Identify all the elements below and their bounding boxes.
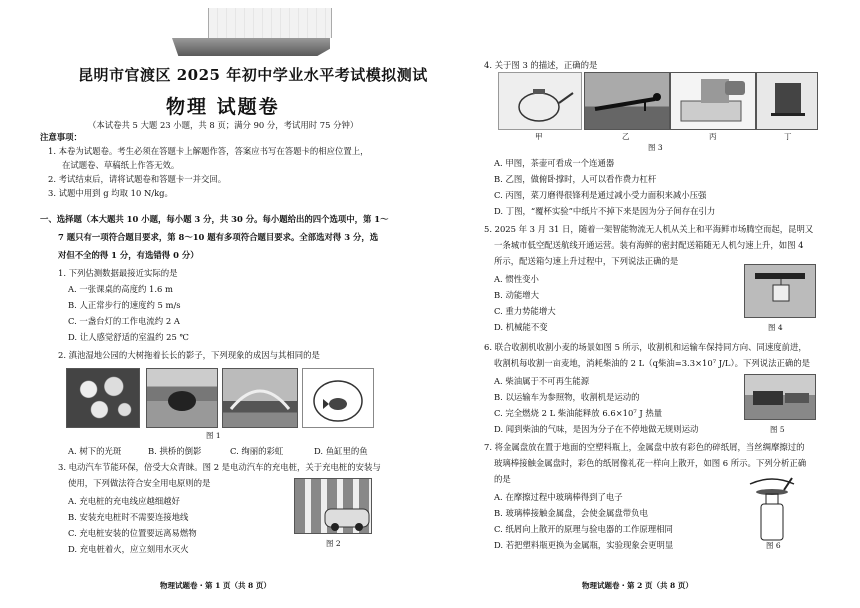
fig6-bottle-diagram-icon <box>744 474 800 544</box>
harvester-icon <box>745 375 815 419</box>
q3-option-b: B. 安装充电桩时不需要连接地线 <box>68 512 189 522</box>
fig5-harvester-image <box>744 374 816 420</box>
fig5-caption: 图 5 <box>770 425 785 434</box>
notice-2: 2. 考试结束后，请将试题卷和答题卡一并交回。 <box>48 174 227 184</box>
q2-option-d: D. 鱼缸里的鱼 <box>314 446 368 456</box>
q1-option-b: B. 人正常步行的速度约 5 m/s <box>68 300 181 310</box>
page-2-footer: 物理试题卷・第 2 页（共 8 页） <box>582 581 693 590</box>
q4-stem: 4. 关于图 3 的描述，正确的是 <box>484 60 598 70</box>
teapot-icon <box>499 73 581 129</box>
q5-option-c: C. 重力势能增大 <box>494 306 556 316</box>
q4-option-b: B. 乙图，做俯卧撑时，人可以看作费力杠杆 <box>494 174 657 184</box>
q2-stem: 2. 滇池湿地公园的大树拖着长长的影子，下列现象的成因与其相同的是 <box>58 350 320 360</box>
fig3-cup-image <box>756 72 818 130</box>
exam-title: 昆明市官渡区 2025 年初中学业水平考试模拟测试 <box>78 66 428 84</box>
car-icon <box>295 479 371 533</box>
notice-1b: 在试题卷、草稿纸上作答无效。 <box>62 160 180 170</box>
exam-info: （本试卷共 5 大题 23 小题，共 8 页；满分 90 分，考试用时 75 分钟） <box>88 120 359 130</box>
fig3-teapot-image <box>498 72 582 130</box>
pushup-person-icon <box>585 73 669 129</box>
q6-option-a: A. 柴油属于不可再生能源 <box>494 376 590 386</box>
knife-icon <box>671 73 755 129</box>
q7-stem-a: 7. 将金属盘放在置于地面的空塑料瓶上，金属盘中放有彩色的碎纸屑，当丝绸摩擦过的 <box>484 442 805 452</box>
drone-icon <box>745 265 815 317</box>
q1-option-a: A. 一张课桌的高度约 1.6 m <box>68 284 173 294</box>
fig2-caption: 图 2 <box>326 539 341 548</box>
q1-stem: 1. 下列估测数据最接近实际的是 <box>58 268 178 278</box>
fig3-label-c: 丙 <box>709 132 717 141</box>
section-1-header-a: 一、选择题（本大题共 10 小题，每小题 3 分，共 30 分。每小题给出的四个选项中，第 1～ <box>40 214 389 224</box>
inverted-cup-icon <box>757 73 817 129</box>
fig2-charging-pile-image <box>294 478 372 534</box>
fishbowl-icon <box>303 369 373 427</box>
fig3-caption: 图 3 <box>648 143 663 152</box>
fig1-light-spots-image <box>66 368 140 428</box>
q7-option-a: A. 在摩擦过程中玻璃棒得到了电子 <box>494 492 623 502</box>
fig1-fish-tank-image <box>302 368 374 428</box>
q4-option-d: D. 丁图，“覆杯实验”中纸片不掉下来是因为分子间存在引力 <box>494 206 716 216</box>
q7-stem-c: 的是 <box>494 474 511 484</box>
q3-option-c: C. 充电桩安装的位置要远离易燃物 <box>68 528 197 538</box>
q4-option-a: A. 甲图，茶壶可看成一个连通器 <box>494 158 615 168</box>
q3-option-a: A. 充电桩的充电线应越细越好 <box>68 496 180 506</box>
exam-subtitle: 物理 试题卷 <box>166 96 280 118</box>
fig1-rainbow-image <box>222 368 298 428</box>
q3-stem-b: 使用，下列做法符合安全用电原则的是 <box>68 478 211 488</box>
rainbow-icon <box>223 369 297 427</box>
fig3-knife-image <box>670 72 756 130</box>
notice-3: 3. 试题中用到 g 均取 10 N/kg。 <box>48 188 173 198</box>
q5-option-a: A. 惯性变小 <box>494 274 539 284</box>
q6-stem-a: 6. 联合收割机收割小麦的场景如图 5 所示，收割机和运输车保持同方向、同速度前进， <box>484 342 807 352</box>
q3-stem-a: 3. 电动汽车节能环保，倍受大众青睐。图 2 是电动汽车的充电桩，关于充电桩的安装与 <box>58 462 381 472</box>
q6-option-b: B. 以运输车为参照物，收割机是运动的 <box>494 392 640 402</box>
section-1-header-b: 7 题只有一项符合题目要求，第 8～10 题有多项符合题目要求。全部选对得 3 分，选 <box>58 232 379 242</box>
q7-stem-b: 玻璃棒接触金属盘时，彩色的纸屑像礼花一样向上散开，如图 6 所示。下列分析正确 <box>494 458 807 468</box>
q6-option-d: D. 闻到柴油的气味，是因为分子在不停地做无规则运动 <box>494 424 699 434</box>
q5-stem-a: 5. 2025 年 3 月 31 日，随着一架智能物流无人机从关上和平海鲜市场腾空而起，昆明又 <box>484 224 814 234</box>
q7-option-c: C. 纸屑向上散开的原理与验电器的工作原理相同 <box>494 524 673 534</box>
q6-stem-b: 收割机每收割一亩麦地，消耗柴油的 2 L（q柴油=3.3×10⁷ J/L）。下列说法正确的是 <box>494 358 811 368</box>
fig3-pushup-image <box>584 72 670 130</box>
fig1-bridge-reflection-image <box>146 368 218 428</box>
q1-option-d: D. 让人感觉舒适的室温约 25 ℃ <box>68 332 189 342</box>
bridge-arch-icon <box>147 369 217 427</box>
q7-option-d: D. 若把塑料瓶更换为金属瓶，实验现象会更明显 <box>494 540 674 550</box>
q4-option-c: C. 丙图，菜刀磨得很锋利是通过减小受力面积来减小压强 <box>494 190 707 200</box>
q5-option-b: B. 动能增大 <box>494 290 539 300</box>
notice-title: 注意事项： <box>40 132 82 142</box>
fig3-label-a: 甲 <box>535 132 543 141</box>
header-decoration <box>208 8 332 38</box>
q2-option-b: B. 拱桥的倒影 <box>148 446 202 456</box>
page-2 <box>432 0 860 608</box>
q2-option-c: C. 绚丽的彩虹 <box>230 446 284 456</box>
header-bar <box>172 38 330 56</box>
q7-option-b: B. 玻璃棒接触金属盘，会使金属盘带负电 <box>494 508 648 518</box>
q1-option-c: C. 一盏台灯的工作电流约 2 A <box>68 316 180 326</box>
section-1-header-c: 对但不全的得 1 分，有选错得 0 分） <box>58 250 199 260</box>
notice-1a: 1. 本卷为试题卷。考生必须在答题卡上解题作答，答案应书写在答题卡的相应位置上， <box>48 146 369 156</box>
q5-stem-c: 所示，配送箱匀速上升过程中，下列说法正确的是 <box>494 256 679 266</box>
page-1-footer: 物理试题卷・第 1 页（共 8 页） <box>160 581 271 590</box>
fig3-label-d: 丁 <box>784 132 792 141</box>
q6-option-c: C. 完全燃烧 2 L 柴油能释放 6.6×10⁷ J 热量 <box>494 408 663 418</box>
fig3-label-b: 乙 <box>622 132 630 141</box>
fig4-caption: 图 4 <box>768 323 783 332</box>
q2-option-a: A. 树下的光斑 <box>68 446 122 456</box>
q3-option-d: D. 充电桩着火，应立刻用水灭火 <box>68 544 189 554</box>
q5-option-d: D. 机械能不变 <box>494 322 548 332</box>
q5-stem-b: 一条城市低空配送航线开通运营。装有海鲜的密封配送箱随无人机匀速上升，如图 4 <box>494 240 804 250</box>
fig6-caption: 图 6 <box>766 541 781 550</box>
fig4-drone-image <box>744 264 816 318</box>
fig1-caption: 图 1 <box>206 431 221 440</box>
